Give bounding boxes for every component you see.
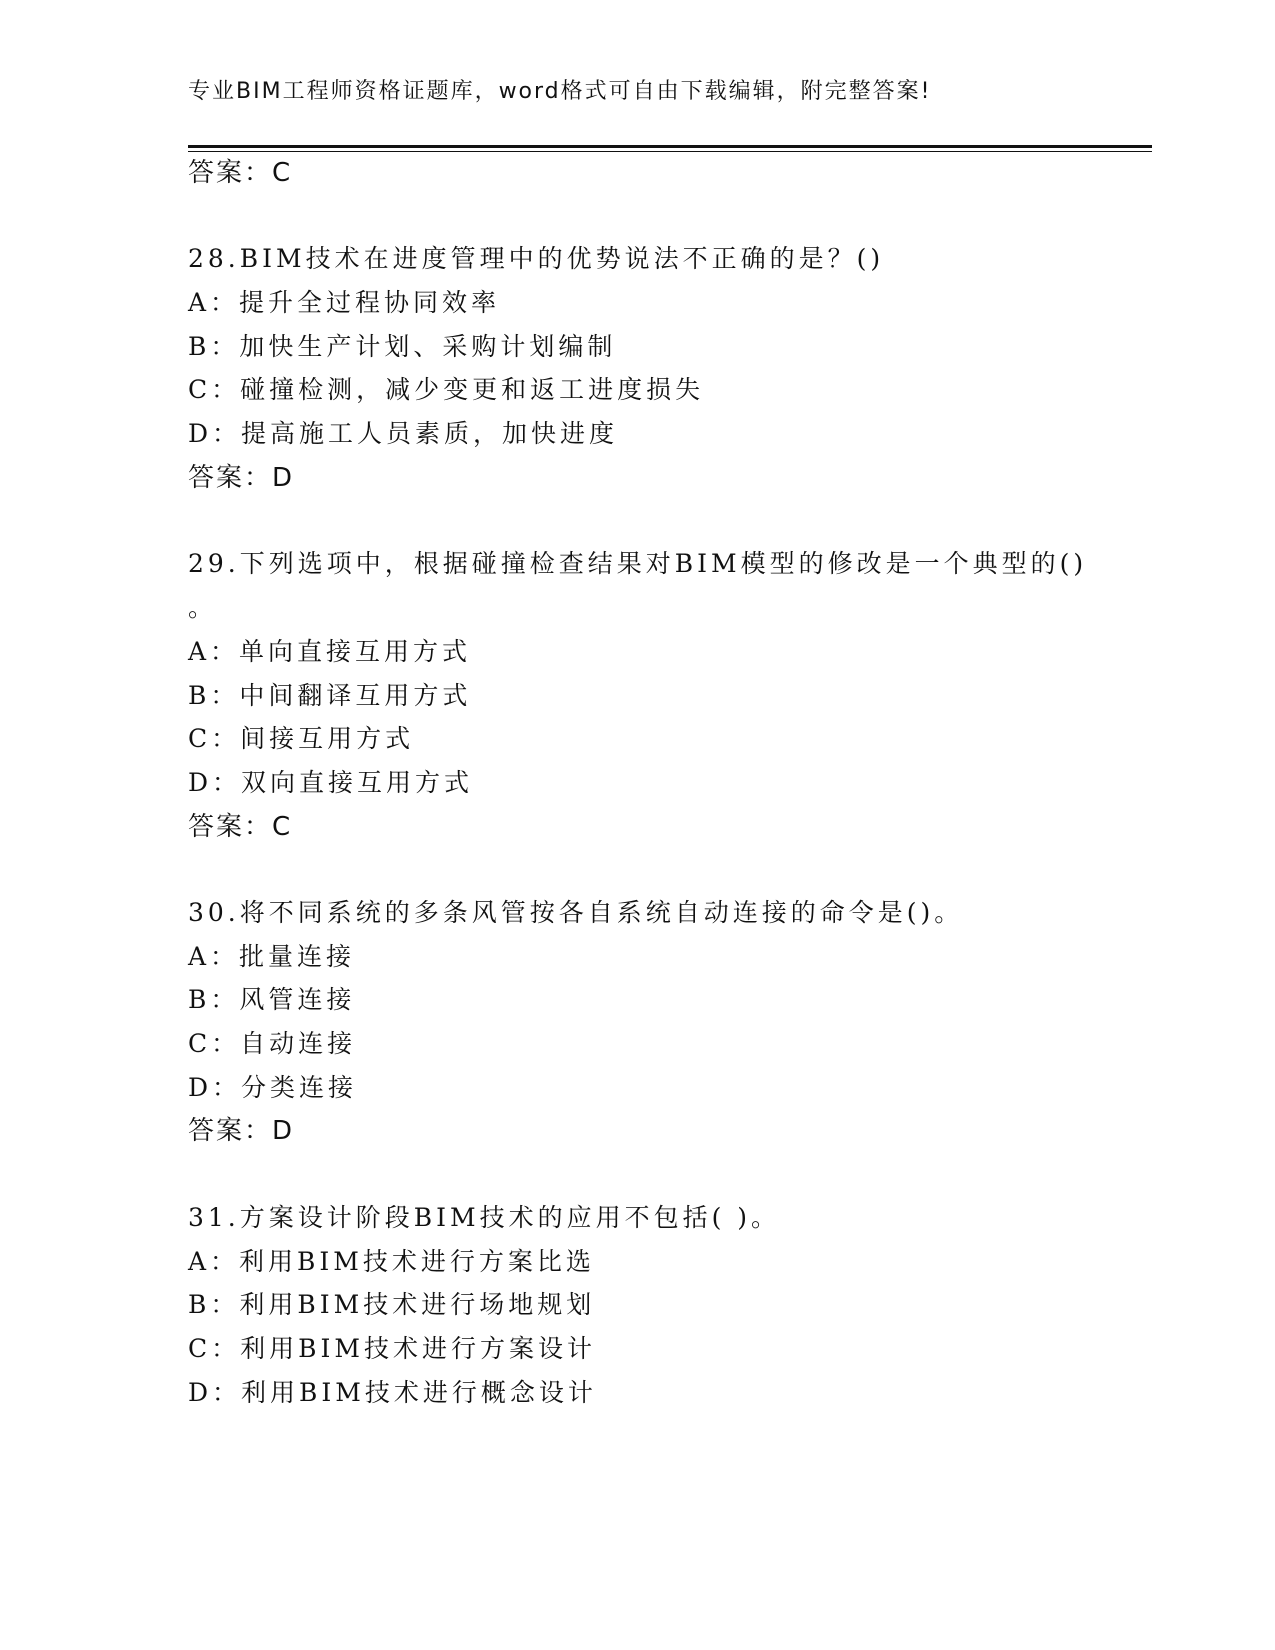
- question-29-stem-continuation: 。: [188, 593, 218, 622]
- question-30-option-d: D：分类连接: [188, 1073, 358, 1102]
- answer-29: 答案：C: [188, 812, 293, 842]
- question-31-option-a: A：利用BIM技术进行方案比选: [188, 1247, 595, 1276]
- question-30-stem: 30.将不同系统的多条风管按各自系统自动连接的命令是()。: [188, 898, 964, 927]
- question-28-option-d: D：提高施工人员素质，加快进度: [188, 419, 619, 448]
- question-31-stem: 31.方案设计阶段BIM技术的应用不包括( )。: [188, 1203, 781, 1232]
- question-29-option-d: D：双向直接互用方式: [188, 768, 474, 797]
- question-28-stem: 28.BIM技术在进度管理中的优势说法不正确的是？(): [188, 244, 885, 273]
- header-rule-thick: [188, 145, 1152, 148]
- answer-27: 答案：C: [188, 158, 293, 188]
- question-30-option-a: A：批量连接: [188, 942, 356, 971]
- question-28-option-b: B：加快生产计划、采购计划编制: [188, 332, 617, 361]
- question-31-option-b: B：利用BIM技术进行场地规划: [188, 1290, 596, 1319]
- answer-28: 答案：D: [188, 463, 295, 493]
- question-28-option-a: A：提升全过程协同效率: [188, 288, 501, 317]
- question-29-option-c: C：间接互用方式: [188, 724, 415, 753]
- answer-30: 答案：D: [188, 1116, 295, 1146]
- question-30-option-c: C：自动连接: [188, 1029, 357, 1058]
- question-31-option-d: D：利用BIM技术进行概念设计: [188, 1378, 597, 1407]
- question-29-option-b: B：中间翻译互用方式: [188, 681, 472, 710]
- question-31-option-c: C：利用BIM技术进行方案设计: [188, 1334, 596, 1363]
- question-29-stem: 29.下列选项中，根据碰撞检查结果对BIM模型的修改是一个典型的(): [188, 549, 1088, 578]
- question-30-option-b: B：风管连接: [188, 985, 356, 1014]
- header-rule-thin: [188, 151, 1152, 152]
- question-28-option-c: C：碰撞检测，减少变更和返工进度损失: [188, 375, 705, 404]
- page-header: 专业BIM工程师资格证题库，word格式可自由下载编辑，附完整答案!: [188, 79, 932, 104]
- question-29-option-a: A：单向直接互用方式: [188, 637, 472, 666]
